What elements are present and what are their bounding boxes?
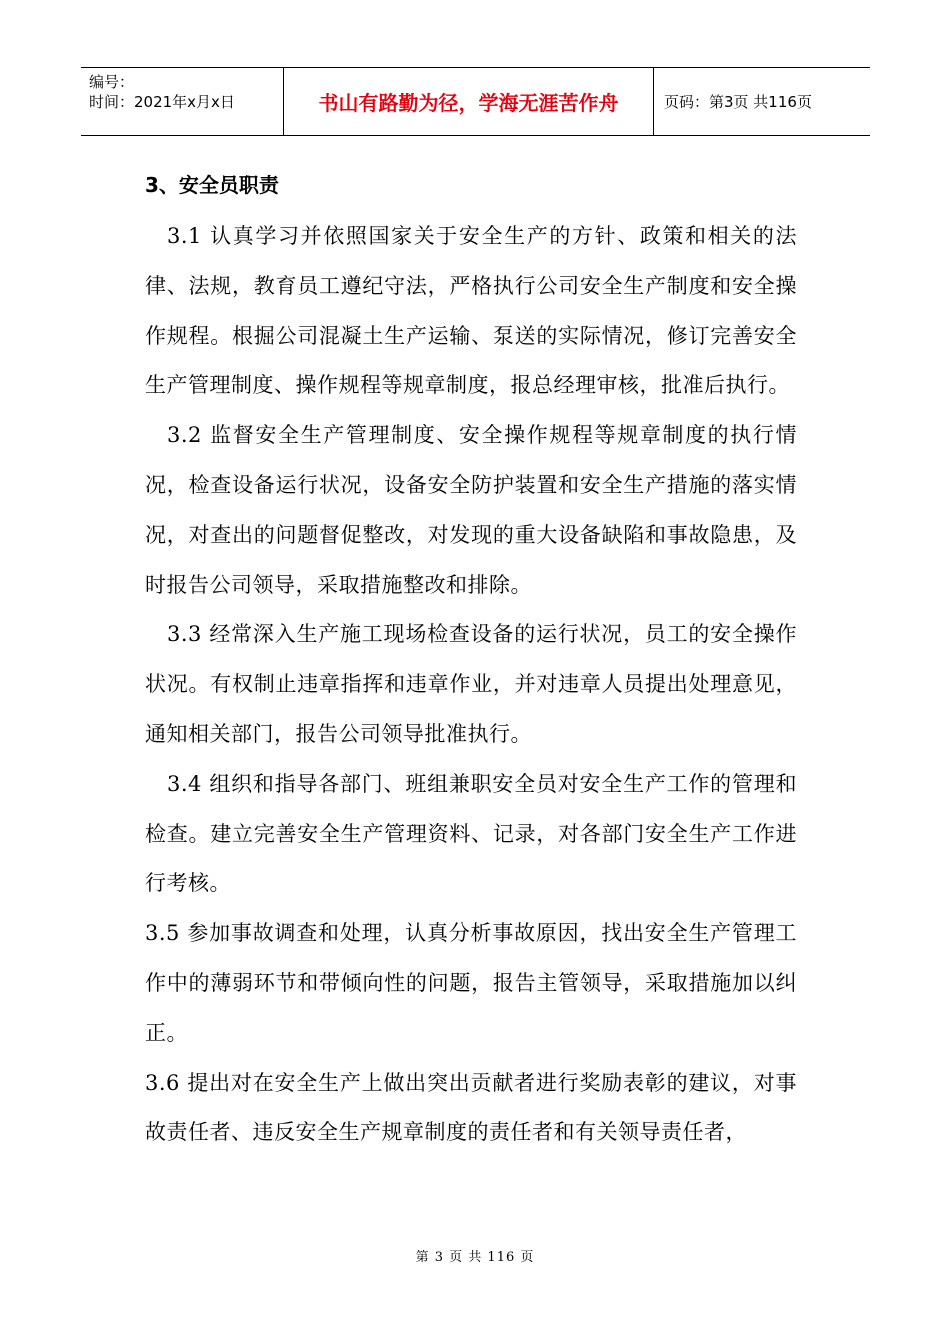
- page-footer: 第 3 页 共 116 页: [415, 1250, 535, 1265]
- section-title: 3、安全员职责: [145, 173, 279, 197]
- paragraph-3-4: 3.4 组织和指导各部门、班组兼职安全员对安全生产工作的管理和检查。建立完善安全生产管理资料、记录，对各部门安全生产工作进行考核。: [145, 771, 797, 896]
- paragraph-3-5: 3.5 参加事故调查和处理，认真分析事故原因，找出安全生产管理工作中的薄弱环节和带倾向性的问题，报告主管领导，采取措施加以纠正。: [145, 921, 797, 1045]
- document-date: 时间：2021年x月x日: [89, 93, 235, 111]
- header-page-info: 页码：第3页 共116页: [664, 93, 812, 111]
- paragraph-3-1: 3.1 认真学习并依照国家关于安全生产的方针、政策和相关的法律、法规，教育员工遵纪守法，严格执行公司安全生产制度和安全操作规程。根掘公司混凝土生产运输、泵送的实际情况，修订完善安全生产管理制度、操作规程等规章制度，报总经理审核，批准后执行。: [145, 224, 797, 398]
- document-header: [81, 67, 870, 136]
- paragraph-3-6: 3.6 提出对在安全生产上做出突出贡献者进行奖励表彰的建议，对事故责任者、违反安全生产规章制度的责任者和有关领导责任者，: [145, 1070, 797, 1145]
- paragraph-3-3: 3.3 经常深入生产施工现场检查设备的运行状况，员工的安全操作状况。有权制止违章指挥和违章作业，并对违章人员提出处理意见，通知相关部门，报告公司领导批准执行。: [145, 622, 797, 746]
- header-motto: 书山有路勤为径，学海无涯苦作舟: [283, 68, 654, 135]
- paragraph-3-2: 3.2 监督安全生产管理制度、安全操作规程等规章制度的执行情况，检查设备运行状况，设备安全防护装置和安全生产措施的落实情况，对查出的问题督促整改，对发现的重大设备缺陷和事故隐患，及时报告公司领导，采取措施整改和排除。: [145, 423, 797, 597]
- header-meta: [81, 68, 283, 135]
- document-body: [145, 162, 797, 1158]
- document-number-label: 编号：: [89, 73, 135, 91]
